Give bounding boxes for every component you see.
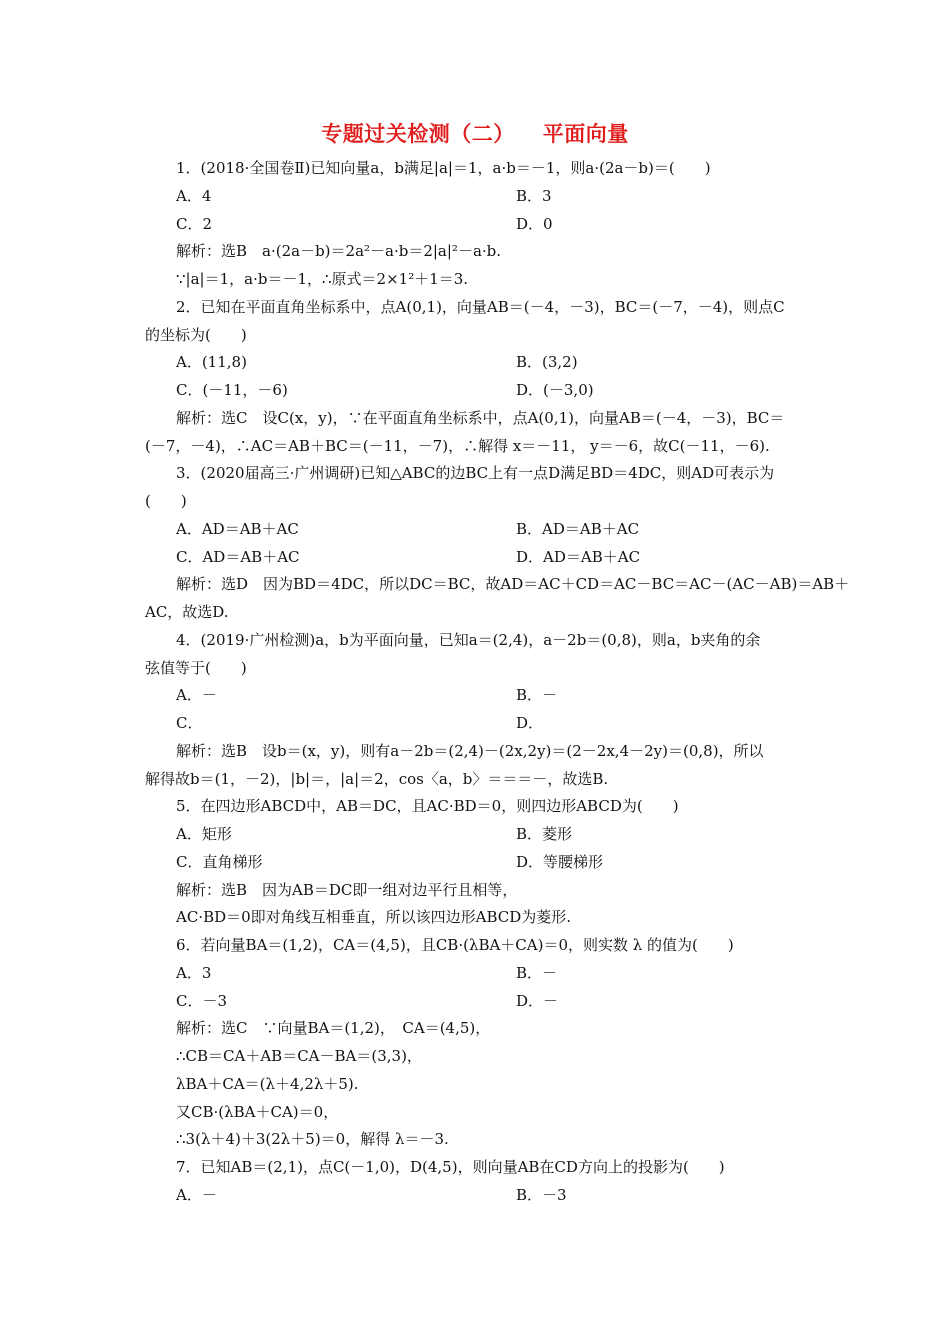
- option-right: B．－3: [516, 1186, 567, 1204]
- option-left: C．2: [176, 215, 213, 233]
- text-line-continued: 的坐标为( ): [145, 326, 247, 344]
- text-line-continued: 解得故b＝(1，－2)，|b|＝，|a|＝2，cos〈a，b〉＝＝＝－，故选B.: [145, 770, 609, 788]
- text-line: 解析：选B 设b＝(x，y)，则有a－2b＝(2,4)－(2x,2y)＝(2－2x,4－2y)＝(0,8)，所以: [176, 742, 764, 760]
- text-line: 1．(2018·全国卷Ⅱ)已知向量a，b满足|a|＝1，a·b＝－1，则a·(2a－b)＝( ): [176, 159, 711, 177]
- text-line: AC·BD＝0即对角线互相垂直，所以该四边形ABCD为菱形.: [176, 908, 572, 926]
- option-right: D．等腰梯形: [516, 853, 604, 871]
- option-left: C．AD＝AB＋AC: [176, 548, 300, 566]
- option-left: C．(－11，－6): [176, 381, 288, 399]
- title-right: 平面向量: [542, 122, 629, 146]
- text-line: λBA＋CA＝(λ＋4,2λ＋5).: [176, 1075, 359, 1093]
- option-right: B．AD＝AB＋AC: [516, 520, 640, 538]
- option-left: C．: [176, 714, 203, 732]
- text-line: 解析：选B 因为AB＝DC即一组对边平行且相等，: [176, 881, 518, 899]
- text-line: 解析：选D 因为BD＝4DC，所以DC＝BC，故AD＝AC＋CD＝AC－BC＝AC－(AC－AB)＝AB＋: [176, 575, 850, 593]
- text-line-continued: ( ): [145, 492, 187, 510]
- text-line: 7．已知AB＝(2,1)，点C(－1,0)，D(4,5)，则向量AB在CD方向上的投影为( ): [176, 1158, 725, 1176]
- text-line: 解析：选C ∵向量BA＝(1,2)， CA＝(4,5)，: [176, 1019, 491, 1037]
- option-left: C．直角梯形: [176, 853, 263, 871]
- text-line: ∵|a|＝1，a·b＝－1，∴原式＝2×1²＋1＝3.: [176, 270, 469, 288]
- option-left: A．3: [176, 964, 212, 982]
- option-right: B．3: [516, 187, 552, 205]
- option-right: D．: [516, 714, 544, 732]
- option-left: A．(11,8): [176, 353, 247, 371]
- title-left: 专题过关检测（二）: [321, 122, 515, 146]
- option-left: A．AD＝AB＋AC: [176, 520, 299, 538]
- option-right: B．－: [516, 686, 558, 704]
- text-line: 解析：选C 设C(x，y)，∵在平面直角坐标系中，点A(0,1)，向量AB＝(－4，－3)，BC＝: [176, 409, 785, 427]
- page-title: [0, 118, 950, 148]
- option-left: A．矩形: [176, 825, 232, 843]
- text-line: 6．若向量BA＝(1,2)，CA＝(4,5)，且CB·(λBA＋CA)＝0，则实数 λ 的值为( ): [176, 936, 734, 954]
- text-line-continued: (－7，－4)，∴AC＝AB＋BC＝(－11，－7)，∴解得 x＝－11， y＝－6，故C(－11，－6).: [145, 437, 770, 455]
- text-line: 解析：选B a·(2a－b)＝2a²－a·b＝2|a|²－a·b.: [176, 242, 502, 260]
- option-right: B．菱形: [516, 825, 573, 843]
- text-line: ∴3(λ＋4)＋3(2λ＋5)＝0，解得 λ＝－3.: [176, 1130, 449, 1148]
- text-line: ∴CB＝CA＋AB＝CA－BA＝(3,3)，: [176, 1047, 422, 1065]
- option-right: B．－: [516, 964, 558, 982]
- option-right: D．－: [516, 992, 559, 1010]
- text-line-continued: 弦值等于( ): [145, 659, 247, 677]
- option-right: D．0: [516, 215, 553, 233]
- text-line: 5．在四边形ABCD中，AB＝DC，且AC·BD＝0，则四边形ABCD为( ): [176, 797, 679, 815]
- text-line: 3．(2020届高三·广州调研)已知△ABC的边BC上有一点D满足BD＝4DC，则AD可表示为: [176, 464, 775, 482]
- option-right: D．(－3,0): [516, 381, 594, 399]
- option-left: A．4: [176, 187, 212, 205]
- option-left: C．－3: [176, 992, 228, 1010]
- option-left: A．－: [176, 686, 217, 704]
- option-right: B．(3,2): [516, 353, 578, 371]
- text-line: 又CB·(λBA＋CA)＝0，: [176, 1103, 339, 1121]
- option-left: A．－: [176, 1186, 217, 1204]
- text-line: 4．(2019·广州检测)a，b为平面向量，已知a＝(2,4)，a－2b＝(0,8)，则a，b夹角的余: [176, 631, 761, 649]
- text-line-continued: AC，故选D.: [145, 603, 229, 621]
- text-line: 2．已知在平面直角坐标系中，点A(0,1)，向量AB＝(－4，－3)，BC＝(－7，－4)，则点C: [176, 298, 785, 316]
- option-right: D．AD＝AB＋AC: [516, 548, 641, 566]
